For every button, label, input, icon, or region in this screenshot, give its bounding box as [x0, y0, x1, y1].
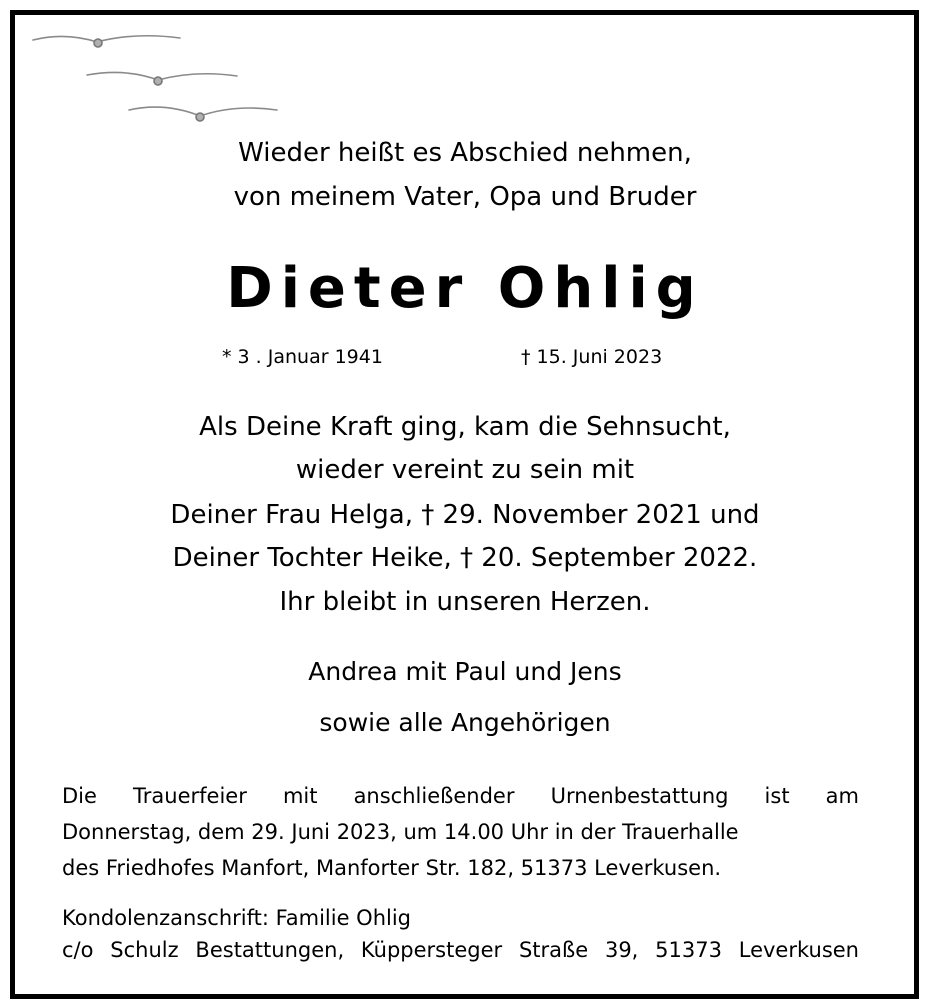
verse-line-5: Ihr bleibt in unseren Herzen.	[279, 587, 651, 617]
bird-icon	[33, 36, 180, 47]
mourners-line-2: sowie alle Angehörigen	[319, 708, 611, 737]
verse-line-2: wieder vereint zu sein mit	[295, 455, 635, 485]
ceremony-line-3: des Friedhofes Manfort, Manforter Str. 182, 51373 Leverkusen.	[62, 856, 722, 880]
death-date: † 15. Juni 2023	[521, 346, 663, 368]
verse-line-1: Als Deine Kraft ging, kam die Sehnsucht,	[199, 412, 731, 442]
birth-date: * 3 . Januar 1941	[222, 346, 383, 368]
verse-line-3: Deiner Frau Helga, † 29. November 2021 und	[170, 500, 760, 530]
ceremony-line-2: Donnerstag, dem 29. Juni 2023, um 14.00 Uhr in der Trauerhalle	[62, 820, 739, 844]
deceased-name: Dieter Ohlig	[226, 256, 704, 321]
mourners-line-1: Andrea mit Paul und Jens	[308, 657, 622, 686]
birds-illustration	[25, 28, 295, 128]
condolence-line-1: Kondolenzanschrift: Familie Ohlig	[62, 906, 412, 930]
condolence-line-2: c/o Schulz Bestattungen, Küppersteger Straße 39, 51373 Leverkusen	[62, 938, 859, 962]
verse-line-4: Deiner Tochter Heike, † 20. September 2022.	[172, 543, 758, 573]
bird-icon	[129, 107, 277, 121]
ceremony-notice	[62, 778, 859, 886]
bird-icon	[87, 72, 237, 85]
condolence-address	[62, 902, 859, 966]
intro-line-1: Wieder heißt es Abschied nehmen,	[238, 138, 692, 168]
intro-line-2: von meinem Vater, Opa und Bruder	[233, 182, 697, 212]
ceremony-line-1: Die Trauerfeier mit anschließender Urnenbestattung ist am	[62, 784, 859, 808]
